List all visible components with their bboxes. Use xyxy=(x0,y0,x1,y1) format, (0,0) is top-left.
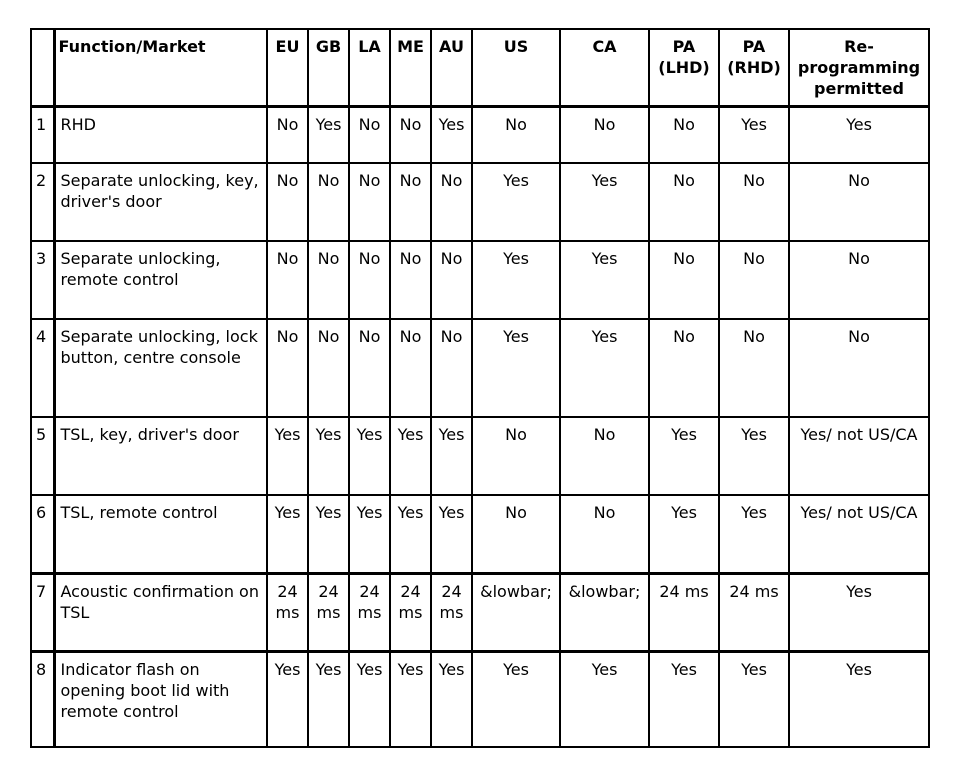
cell-reprogramming: Yes xyxy=(789,651,929,747)
cell-au: No xyxy=(431,319,472,417)
cell-us: &lowbar; xyxy=(472,573,560,651)
table-row xyxy=(31,241,929,319)
cell-us: Yes xyxy=(472,319,560,417)
row-function: TSL, key, driver's door xyxy=(54,417,267,495)
cell-eu: No xyxy=(267,319,308,417)
cell-me: Yes xyxy=(390,651,431,747)
row-function: RHD xyxy=(54,106,267,163)
row-function: Separate unlocking, key, driver's door xyxy=(54,163,267,241)
row-number: 1 xyxy=(31,106,54,163)
table-row xyxy=(31,573,929,651)
header-function-market: Function/Market xyxy=(54,29,267,106)
cell-pa-lhd: No xyxy=(649,106,719,163)
cell-au: Yes xyxy=(431,495,472,573)
header-reprogramming-permitted: Re-programming permitted xyxy=(789,29,929,106)
cell-us: No xyxy=(472,417,560,495)
cell-la: Yes xyxy=(349,495,390,573)
cell-la: No xyxy=(349,106,390,163)
cell-reprogramming: Yes xyxy=(789,106,929,163)
row-function: Acoustic confirmation on TSL xyxy=(54,573,267,651)
table-row xyxy=(31,319,929,417)
row-function: Separate unlocking, remote control xyxy=(54,241,267,319)
cell-au: Yes xyxy=(431,651,472,747)
cell-ca: Yes xyxy=(560,651,649,747)
cell-eu: Yes xyxy=(267,495,308,573)
cell-pa-rhd: Yes xyxy=(719,651,789,747)
cell-ca: No xyxy=(560,495,649,573)
header-market-ca: CA xyxy=(560,29,649,106)
cell-eu: No xyxy=(267,106,308,163)
header-market-eu: EU xyxy=(267,29,308,106)
cell-gb: Yes xyxy=(308,495,349,573)
cell-gb: No xyxy=(308,319,349,417)
row-function: Indicator flash on opening boot lid with remote control xyxy=(54,651,267,747)
table-row xyxy=(31,106,929,163)
cell-gb: No xyxy=(308,241,349,319)
header-number xyxy=(31,29,54,106)
cell-pa-rhd: No xyxy=(719,319,789,417)
cell-me: 24 ms xyxy=(390,573,431,651)
cell-au: No xyxy=(431,241,472,319)
cell-la: No xyxy=(349,319,390,417)
cell-ca: Yes xyxy=(560,319,649,417)
cell-eu: 24 ms xyxy=(267,573,308,651)
row-number: 2 xyxy=(31,163,54,241)
market-function-table xyxy=(30,28,930,748)
table-row xyxy=(31,417,929,495)
cell-la: Yes xyxy=(349,417,390,495)
cell-au: 24 ms xyxy=(431,573,472,651)
cell-ca: No xyxy=(560,106,649,163)
cell-au: Yes xyxy=(431,106,472,163)
header-market-us: US xyxy=(472,29,560,106)
cell-gb: Yes xyxy=(308,417,349,495)
cell-me: No xyxy=(390,106,431,163)
cell-eu: Yes xyxy=(267,651,308,747)
cell-ca: Yes xyxy=(560,241,649,319)
header-market-pa-lhd: PA (LHD) xyxy=(649,29,719,106)
cell-pa-lhd: No xyxy=(649,319,719,417)
header-market-au: AU xyxy=(431,29,472,106)
cell-reprogramming: Yes/ not US/CA xyxy=(789,417,929,495)
row-number: 5 xyxy=(31,417,54,495)
cell-us: Yes xyxy=(472,241,560,319)
cell-reprogramming: Yes/ not US/CA xyxy=(789,495,929,573)
cell-la: No xyxy=(349,241,390,319)
cell-pa-rhd: No xyxy=(719,163,789,241)
cell-us: Yes xyxy=(472,163,560,241)
cell-pa-rhd: Yes xyxy=(719,495,789,573)
cell-pa-lhd: Yes xyxy=(649,495,719,573)
row-function: TSL, remote control xyxy=(54,495,267,573)
cell-au: Yes xyxy=(431,417,472,495)
cell-gb: Yes xyxy=(308,651,349,747)
cell-me: No xyxy=(390,241,431,319)
cell-eu: No xyxy=(267,163,308,241)
cell-pa-rhd: No xyxy=(719,241,789,319)
cell-us: Yes xyxy=(472,651,560,747)
cell-la: No xyxy=(349,163,390,241)
header-market-pa-rhd: PA (RHD) xyxy=(719,29,789,106)
cell-pa-lhd: 24 ms xyxy=(649,573,719,651)
cell-ca: No xyxy=(560,417,649,495)
cell-reprogramming: No xyxy=(789,319,929,417)
cell-eu: No xyxy=(267,241,308,319)
cell-me: Yes xyxy=(390,417,431,495)
cell-pa-rhd: Yes xyxy=(719,417,789,495)
row-number: 8 xyxy=(31,651,54,747)
cell-ca: &lowbar; xyxy=(560,573,649,651)
header-market-la: LA xyxy=(349,29,390,106)
cell-reprogramming: No xyxy=(789,163,929,241)
header-market-gb: GB xyxy=(308,29,349,106)
cell-ca: Yes xyxy=(560,163,649,241)
cell-pa-lhd: Yes xyxy=(649,417,719,495)
cell-pa-lhd: No xyxy=(649,163,719,241)
table-row xyxy=(31,163,929,241)
cell-us: No xyxy=(472,106,560,163)
header-market-me: ME xyxy=(390,29,431,106)
header-row xyxy=(31,29,929,106)
table-row xyxy=(31,651,929,747)
row-number: 4 xyxy=(31,319,54,417)
cell-la: 24 ms xyxy=(349,573,390,651)
cell-pa-rhd: Yes xyxy=(719,106,789,163)
row-function: Separate unlocking, lock button, centre console xyxy=(54,319,267,417)
cell-gb: No xyxy=(308,163,349,241)
cell-me: Yes xyxy=(390,495,431,573)
cell-eu: Yes xyxy=(267,417,308,495)
cell-pa-lhd: Yes xyxy=(649,651,719,747)
cell-me: No xyxy=(390,319,431,417)
cell-pa-lhd: No xyxy=(649,241,719,319)
cell-pa-rhd: 24 ms xyxy=(719,573,789,651)
row-number: 3 xyxy=(31,241,54,319)
cell-us: No xyxy=(472,495,560,573)
row-number: 6 xyxy=(31,495,54,573)
cell-me: No xyxy=(390,163,431,241)
row-number: 7 xyxy=(31,573,54,651)
cell-reprogramming: No xyxy=(789,241,929,319)
cell-au: No xyxy=(431,163,472,241)
cell-gb: 24 ms xyxy=(308,573,349,651)
cell-la: Yes xyxy=(349,651,390,747)
table-row xyxy=(31,495,929,573)
cell-gb: Yes xyxy=(308,106,349,163)
cell-reprogramming: Yes xyxy=(789,573,929,651)
